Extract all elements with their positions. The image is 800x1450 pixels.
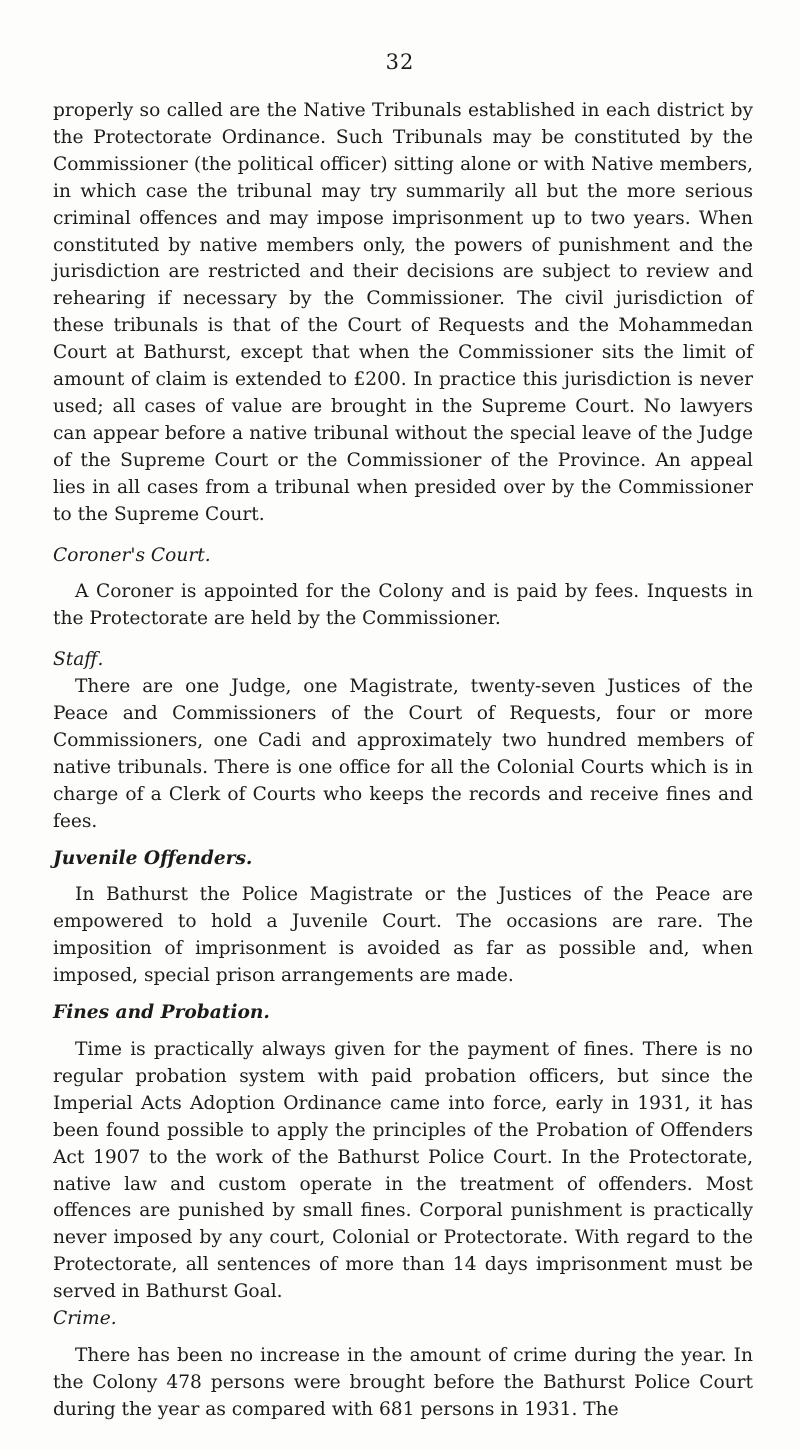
page-number: 32 — [385, 50, 415, 74]
coroners-court-paragraph: A Coroner is appointed for the Colony and is paid by fees. Inquests in the Protectorate are held by the Commissioner. — [53, 581, 753, 630]
juvenile-offenders-paragraph: In Bathurst the Police Magistrate or the Justices of the Peace are empowered to hold a Juvenile Court. The occasions are rare. The imposition of imprisonment is avoided as far as possible and, when imposed, special prison arrangements are made. — [53, 884, 753, 987]
staff-paragraph: There are one Judge, one Magistrate, twenty-seven Justices of the Peace and Commissioners of the Court of Requests, four or more Commissioners, one Cadi and approximately two hundred members of native tribunals. There is one office for all the Colonial Courts which is in charge of a Clerk of Courts who keeps the records and receive fines and fees. — [53, 676, 753, 832]
intro-paragraph: properly so called are the Native Tribunals established in each district by the Protectorate Ordinance. Such Tribunals may be constituted by the Commissioner (the political officer) sitting alone or with Native members, in which case the tribunal may try summarily all but the more serious criminal offences and may impose imprisonment up to two years. When constituted by native members only, the powers of punishment and the jurisdiction are restricted and their decisions are subject to review and rehearing if necessary by the Commissioner. The civil jurisdiction of these tribunals is that of the Court of Requests and the Mohammedan Court at Bathurst, except that when the Commissioner sits the limit of amount of claim is extended to £200. In practice this jurisdiction is never used; all cases of value are brought in the Supreme Court. No lawyers can appear before a native tribunal without the special leave of the Judge of the Supreme Court or the Commissioner of the Province. An appeal lies in all cases from a tribunal when presided over by the Commissioner to the Supreme Court. — [53, 100, 753, 525]
staff-heading: Staff. — [53, 649, 104, 671]
coroners-court-heading: Coroner's Court. — [53, 544, 211, 566]
fines-probation-paragraph: Time is practically always given for the payment of fines. There is no regular probation system with paid probation officers, but since the Imperial Acts Adoption Ordinance came into force, early in 1931, it has been found possible to apply the principles of the Probation of Offenders Act 1907 to the work of the Bathurst Police Court. In the Protectorate, native law and custom operate in the treatment of offenders. Most offences are punished by small fines. Corporal punishment is practically never imposed by any court, Colonial or Protectorate. With regard to the Protectorate, all sentences of more than 14 days imprisonment must be served in Bathurst Goal. — [53, 1039, 753, 1303]
crime-paragraph: There has been no increase in the amount of crime during the year. In the Colony 478 persons were brought before the Bathurst Police Court during the year as compared with 681 persons in 1931. The — [53, 1344, 753, 1420]
document-body — [53, 98, 753, 1424]
juvenile-offenders-heading: Juvenile Offenders. — [53, 847, 253, 869]
crime-heading: Crime. — [53, 1308, 117, 1330]
fines-probation-heading: Fines and Probation. — [53, 1002, 270, 1024]
